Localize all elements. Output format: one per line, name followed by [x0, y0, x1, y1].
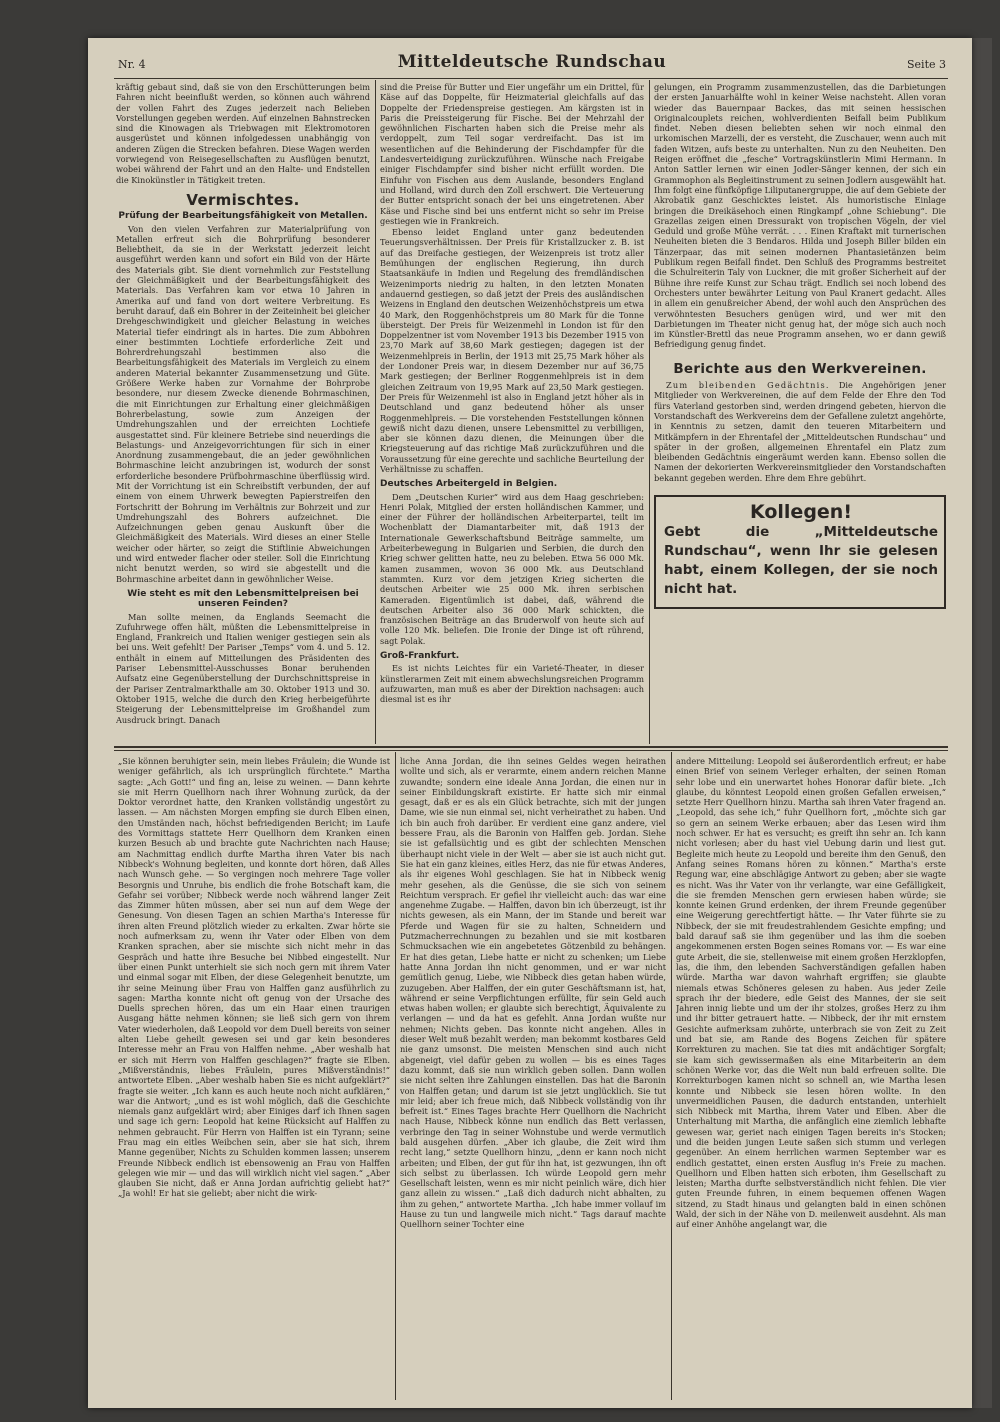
article-heading: Prüfung der Bearbeitungsfähigkeit von Metallen. [118, 211, 368, 222]
serial-text: liche Anna Jordan, die ihn seines Geldes wegen heirathen wollte und sich, als er verarmte, einem andern reichen Manne zuwandte; sondern eine ideale Anna Jordan, die einen nur in seiner Einbildungskraft existirte. Er hatte sich mir einmal gesagt, daß er es als ein Glück betrachte, sich mit der jungen Dame, wie sie nun einmal sei, nicht verheirathet zu haben. Und ich bin auch froh darüber. Er verdient eine ganz andere, viel bessere Frau, als die Baronin von Halffen geb. Jordan. Siehe sie ist gefallsüchtig und es gibt der schlechten Menschen überhaupt nicht viele in der Welt — aber sie ist auch nicht gut. Sie hat ein ganz kleines, eitles Herz, das nie für etwas Anderes, als ihr eigenes Wohl geschlagen. Sie hat in Nibbeck wenig mehr gesehen, als die Genüsse, die sie sich von seinem Reichtum versprach. Er gefiel ihr vielleicht auch: das war eine angenehme Zugabe. — Halffen, davon bin ich überzeugt, ist ihr nichts gewesen, als ein Mann, der im Stande und bereit war Pferde und Wagen für sie zu halten, Schneidern und Putzmacherrechnungen zu bezahlen und sie mit kostbaren Schmucksachen wie ein angebetetes Götzenbild zu behängen. Er hat dies getan, Liebe hatte er nicht zu schenken; um Liebe hatte Anna Jordan ihn nicht genommen, und er war nicht gemütlich genug, Liebe, wie Nibbeck dies getan haben würde, zuzugeben. Aber Halffen, der ein guter Geschäftsmann ist, hat, während er seine Verpflichtungen erfüllte, für sein Geld auch etwas haben wollen; er glaubte sich berechtigt, Äquivalente zu verlangen — und da hat es gefehlt. Anna Jordan wußte nur nehmen; Nichts geben. Das konnte nicht angehen. Alles in dieser Welt muß bezahlt werden; man bekommt kostbares Geld nie ganz umsonst. Die meisten Menschen sind auch nicht abgeneigt, viel dafür geben zu wollen — bis es eines Tages dazu kommt, daß sie nun wirklich geben sollen. Dann wollen sie nicht selten ihre Zahlungen einstellen. Das hat die Baronin von Halffen getan; und darum ist sie jetzt unglücklich. Sie tut mir leid; aber ich freue mich, daß Nibbeck vollständig von ihr befreit ist.“ Eines Tages brachte Herr Quellhorn die Nachricht nach Hause, Nibbeck könne nun endlich das Bett verlassen, verbringe den Tag in seiner Wohnstube und werde vermutlich bald ausgehen dürfen. „Aber ich glaube, die Zeit wird ihm recht lang,“ setzte Quellhorn hinzu, „denn er kann noch nicht arbeiten; und Elben, der gut für ihn hat, ist gezwungen, ihn oft sich selbst zu überlassen. Ich würde Leopold gern mehr Gesellschaft leisten, wenn es mir nicht peinlich wäre, dich hier ganz allein zu wissen.“ „Laß dich dadurch nicht abhalten, zu ihm zu gehen,“ antwortete Martha. „Ich habe immer vollauf im Hause zu tun und langweile mich nicht.“ Tags darauf machte Quellhorn seiner Tochter eine [400, 756, 666, 1230]
serial-text: „Sie können beruhigter sein, mein liebes Fräulein; die Wunde ist weniger gefährlich, als ich ursprünglich fürchtete.“ Martha sagte: „Ach Gott!“ und fing an, leise zu weinen. — Dann kehrte sie mit Herrn Quellhorn nach ihrer Wohnung zurück, da der Doktor verordnet hatte, den Kranken vollständig ungestört zu lassen. — Am nächsten Morgen empfing sie durch Elben einen, den Umständen nach, höchst befriedigenden Bericht; im Laufe des Vormittags stattete Herr Quellhorn dem Kranken einen kurzen Besuch ab und brachte gute Nachrichten nach Hause; am Nachmittag endlich durfte Martha ihren Vater bis nach Nibbeck's Wohnung begleiten, und konnte dort hören, daß Alles nach Wunsch gehe. — So vergingen noch mehrere Tage voller Besorgnis und Unruhe, bis endlich die frohe Botschaft kam, die Gefahr sei vorüber; Nibbeck werde noch während langer Zeit das Zimmer hüten müssen, aber sei nun auf dem Wege der Genesung. Von diesen Tagen an schien Martha's Interesse für ihren alten Freund plötzlich wieder zu erkalten. Zwar hörte sie noch aufmerksam zu, wenn ihr Vater oder Elben von dem Kranken sprachen, aber sie mischte sich nicht mehr in das Gespräch und hatte ihre Besuche bei Nibbed eingestellt. Nur über einen Punkt unterhielt sie sich noch gern mit ihrem Vater und einmal sogar mit Elben, der diese Gelegenheit benutzte, um ihr seine Meinung über Frau von Halffen ganz ausführlich zu sagen: Martha konnte nicht oft genug von der Ursache des Duells sprechen hören, das um ein Haar einen traurigen Ausgang hätte nehmen können; sie ließ sich gern von ihrem Vater wiederholen, daß Leopold vor dem Duell bereits von seiner alten Liebe geheilt gewesen sei und gar kein besonderes Interesse mehr an Frau von Halffen nehme. „Aber weshalb hat er sich mit Herrn von Halffen geschlagen?“ fragte sie Elben. „Mißverständnis, liebes Fräulein, pures Mißverständnis!“ antwortete Elben. „Aber weshalb haben Sie es nicht aufgeklärt?“ fragte sie weiter. „Ich kann es auch heute noch nicht aufklären,“ war die Antwort; „und es ist wohl möglich, daß die Geschichte niemals ganz aufgeklärt wird; aber Einiges darf ich Ihnen sagen und sage ich gern: Leopold hat keine Rücksicht auf Halffen zu nehmen gebraucht. Für Herrn von Halffen ist ein Tyrann; seine Frau mag ein eitles Weibchen sein, aber sie hat sich, ihrem Manne gegenüber, Nichts zu Schulden kommen lassen; unserem Freunde Nibbeck endlich ist ebensowenig an Frau von Halffen gelegen wie mir — und das will wirklich nicht viel sagen.“ „Aber glauben Sie nicht, daß er Anna Jordan aufrichtig geliebt hat?“ „Ja wohl! Er hat sie geliebt; aber nicht die wirk- [118, 756, 390, 1199]
article-heading: Deutsches Arbeitergeld in Belgien. [380, 479, 558, 490]
serial-text: andere Mitteilung: Leopold sei äußerordentlich erfreut; er habe einen Brief von seinem Verleger erhalten, der seinen Roman sehr lobe und ein unerwartet hohes Honorar dafür biete. „Ich glaube, du könntest Leopold einen großen Gefallen erweisen,“ setzte Herr Quellhorn hinzu. Martha sah ihren Vater fragend an. „Leopold, das sehe ich,“ fuhr Quellhorn fort, „möchte sich gar so gern an seinem Werke erbauen; aber das Lesen wird ihm noch schwer. Er hat es versucht; es greift ihn sehr an. Ich kann nicht vorlesen; aber du hast viel Uebung darin und liest gut. Begleite mich heute zu Leopold und bereite ihm den Genuß, den Anfang seines Romans hören zu können.“ Martha's erste Regung war, eine abschlägige Antwort zu geben; aber sie wagte es nicht. Was ihr Vater von ihr verlangte, war eine Gefälligkeit, die sie fremden Menschen gern erwiesen haben würde; sie konnte keinen Grund erdenken, der ihrem Freunde gegenüber eine Weigerung gerechtfertigt hätte. — Ihr Vater führte sie zu Nibbeck, der sie mit freudestrahlendem Gesichte empfing; und bald darauf saß sie ihm gegenüber und las ihm die soeben angekommenen ersten Bogen seines Romans vor. — Es war eine gute Arbeit, die sie, stellenweise mit einem großen Herzklopfen, las, die ihm, den lebenden Sachverständigen gefallen haben würde. Martha war davon wahrhaft ergriffen; sie glaubte niemals etwas Schöneres gelesen zu haben. Aus jeder Zeile sprach ihr der biedere, edle Geist des Mannes, der sie seit Jahren innig liebte und um der ihr stolzes, großes Herz zu ihm und ihr bitter getrauert hatte. — Nibbeck, der ihr mit ernstem Gesichte aufmerksam zuhörte, unterbrach sie von Zeit zu Zeit und bat sie, am Rande des Bogens Zeichen für spätere Korrekturen zu machen. Sie tat dies mit andächtiger Sorgfalt; sie kam sich gewissermaßen als eine Mitarbeiterin an dem schönen Werke vor, das die Welt nun bald erfreuen sollte. Die Korrekturbogen kamen nicht so schnell an, wie Martha lesen konnte und Nibbeck sie lesen hören wollte. In den unvermeidlichen Pausen, die dadurch entstanden, unterhielt sich Nibbeck mit Martha, ihrem Vater und Elben. Aber die Unterhaltung mit Martha, die anfänglich eine ziemlich lebhafte gewesen war, geriet nach einigen Tagen bereits in's Stocken; und die beiden jungen Leute saßen sich stumm und verlegen gegenüber. An einem herrlichen warmen September war es endlich gestattet, einen ersten Ausflug in's Freie zu machen. Quellhorn und Elben hatten sich erboten, ihm Gesellschaft zu leisten; Martha durfte selbstverständlich nicht fehlen. Die vier guten Freunde fuhren, in einem bequemen offenen Wagen sitzend, zu Stadt hinaus und gelangten bald in einen schönen Wald, der sich in der Nähe von D. meilenweit ausdehnt. Als man auf einer Anhöhe angelangt war, die [676, 756, 946, 1230]
column-divider [671, 752, 672, 1400]
page-edge [972, 38, 992, 1408]
column-divider [375, 80, 376, 744]
column-divider [395, 752, 396, 1400]
section-divider [114, 746, 948, 748]
article-body: Ebenso leidet England unter ganz bedeutenden Teuerungsverhältnissen. Der Preis für Kristallzucker z. B. ist auf das Dreifache gestiegen, der Weizenpreis ist trotz aller Bemühungen der englischen Regierung, ihn durch Staatsankäufe in Indien und Regelung des fremdländischen Weizenimports niedrig zu halten, in den letzten Monaten andauernd gestiegen, so daß jetzt der Preis des ausländischen Weizens in England den deutschen Weizenhöchstpreis um etwa 40 Mark, den Roggenhöchstpreis um 80 Mark für die Tonne übersteigt. Der Preis für Weizenmehl in London ist für den Doppelzentner ist vom November 1913 bis Dezember 1915 von 23,70 Mark auf 38,60 Mark gestiegen; dagegen ist der Weizenmehlpreis in Berlin, der 1913 mit 25,75 Mark höher als der Londoner Preis war, in diesem Dezember nur auf 36,75 Mark gestiegen; der Berliner Roggenmehlpreis ist in dem gleichen Zeitraum von 19,95 Mark auf 23,50 Mark gestiegen. Der Preis für Weizenmehl ist also in England jetzt höher als in Deutschland und ganz bedeutend höher als unser Roggenmehlpreis. — Die vorstehenden Feststellungen können gewiß nicht dazu dienen, unsere Lebensmittel zu verbilligen, aber sie können dazu dienen, die Meinungen über die Kriegsteuerung auf das richtige Maß zurückzuführen und die Voraussetzung für eine gerechte und sachliche Beurteilung der Verhältnisse zu schaffen. [380, 227, 644, 474]
article-body: sind die Preise für Butter und Eier ungefähr um ein Drittel, für Käse auf das Doppelte, für Heizmaterial gleichfalls auf das Doppelte der Friedenspreise gestiegen. Am kärgsten ist in Paris die Preissteigerung für Fische. Bei der Mehrzahl der gewöhnlichen Fischarten haben sich die Preise mehr als verdoppelt, zum Teil sogar verdreifacht. Das ist im wesentlichen auf die Behinderung der Fischdampfer für die Landesverteidigung zurückzuführen. Wünsche nach Freigabe einiger Fischdampfer sind bisher nicht erfüllt worden. Die Einfuhr von Fischen aus dem Auslande, besonders England und Holland, wird durch den Zoll erschwert. Die Verteuerung der Butter entspricht sonach der bei uns eingetretenen. Aber Käse und Fische sind bei uns entfernt nicht so sehr im Preise gestiegen wie in Frankreich. [380, 82, 644, 226]
article-heading: Wie steht es mit den Lebensmittelpreisen bei unseren Feinden? [127, 588, 359, 610]
section-divider [114, 750, 948, 751]
section-title-berichte: Berichte aus den Werkvereinen. [673, 360, 927, 377]
box-title: Kollegen! [749, 500, 853, 523]
newspaper-page [88, 38, 972, 1408]
top-column-3 [654, 82, 946, 742]
masthead-title: Mitteldeutsche Rundschau [397, 52, 667, 72]
article-body: Man sollte meinen, da Englands Seemacht die Zufuhrwege offen hält, müßten die Lebensmittelpreise in England, Frankreich und Italien weniger gestiegen sein als bei uns. Weit gefehlt! Der Pariser „Temps“ vom 4. und 5. 12. enthält in einem auf Mitteilungen des Präsidenten des Pariser Lebensmittel-Ausschusses Bonar beruhenden Aufsatz eine Gegenüberstellung der Durchschnittspreise in der Pariser Zentralmarkthalle am 30. Oktober 1913 und 30. Oktober 1915, welche die durch den Krieg herbeigeführte Steigerung der Lebensmittelpreise im Großhandel zum Ausdruck bringt. Danach [116, 611, 370, 725]
column-divider [649, 80, 650, 744]
top-column-2 [380, 82, 644, 742]
notice-body: Die Angehörigen jener Mitglieder von Werkvereinen, die auf dem Felde der Ehre den Tod fürs Vaterland gestorben sind, werden dringend gebeten, hiervon die Vorstandschaft des Werkvereins dem der Gefallene zuletzt angehörte, in Kenntnis zu setzen, damit den teueren Mitarbeitern und Mitkämpfern in der Ehrentafel der „Mitteldeutschen Rundschau“ und später in der großen, allgemeinen Ehrentafel ein Platz zum bleibenden Gedächtnis eingeräumt werden kann. Ebenso sollen die Namen der dekorierten Werkvereinsmitglieder den Vorstandschaften bekannt gegeben werden. Ehre dem Ehre gebührt. [654, 380, 946, 483]
box-text: Gebt die „Mitteldeutsche Rundschau“, wenn Ihr sie gelesen habt, einem Kollegen, der sie noch nicht hat. [664, 524, 938, 598]
article-body: Von den vielen Verfahren zur Materialprüfung von Metallen erfreut sich die Bohrprüfung besonderer Beliebtheit, da sie in der Werkstatt jederzeit leicht ausgeführt werden kann und sofort ein Bild von der Härte des Materials gibt. Sie dient vornehmlich zur Feststellung der Gleichmäßigkeit und der Bearbeitungsfähigkeit des Materials. Das Verfahren kam vor etwa 10 Jahren in Amerika auf und fand von dort weitere Verbreitung. Es beruht darauf, daß ein Bohrer in der Zeiteinheit bei gleicher Drehgeschwindigkeit und gleicher Belastung in weiches Material tiefer eindringt als in hartes. Die zum Abbohren einer bestimmten Lochtiefe erforderliche Zeit und Bohrerdrehungszahl bestimmen also die Bearbeitungsfähigkeit des Materials im Vergleich zu einem anderen Material bekannter Zusammensetzung und Güte. Größere Werke haben zur Vornahme der Bohrprobe besondere, nur diesem Zwecke dienende Bohrmaschinen, die mit Einrichtungen zur Erhaltung einer gleichmäßigen Bohrerbelastung, sowie zum Anzeigen der Umdrehungszahlen und der erreichten Lochtiefe ausgestattet sind. Für kleinere Betriebe sind neuerdings die Belastungs- und Anzeigevorrichtungen für sich in einer Anordnung zusammengebaut, die an jeder gewöhnlichen Bohrmaschine leicht anzubringen ist, wodurch der sonst erforderliche besondere Prüfbohrmaschine überflüssig wird. Mit der Vorrichtung ist ein Schreibstift verbunden, der auf einem von einem Uhrwerk bewegten Papierstreifen den Fortschritt der Bohrung im Verhältnis zur Bohrzeit und zur Umdrehungszahl des Bohrers aufzeichnet. Die Aufzeichnungen geben genau Auskunft über die Gleichmäßigkeit des Materials. Wird dieses an einer Stelle weicher oder härter, so zeigt die Stiftlinie Abweichungen und wird entweder flacher oder steiler. Soll die Einrichtung nicht benutzt werden, so wird sie abgestellt und die Bohrmaschine arbeitet dann in gewöhnlicher Weise. [116, 223, 370, 584]
page-number: Seite 3 [907, 58, 946, 71]
notice-lead: Zum bleibenden Gedächtnis. [666, 380, 830, 391]
serial-column-3 [676, 756, 946, 1400]
article-body: Dem „Deutschen Kurier“ wird aus dem Haag geschrieben: Henri Polak, Mitglied der ersten holländischen Kammer, und einer der Führer der holländischen Arbeiterpartei, teilt im Wochenblatt der Diamantarbeiter mit, daß 1913 der Internationale Gewerkschaftsbund Beiträge sammelte, um Arbeiterbewegung in Bulgarien und Serbien, die durch den Krieg schwer gelitten hatte, neu zu beleben. Etwa 56 000 Mk. kamen zusammen, wovon 36 000 Mk. aus Deutschland stammten. Kurz vor dem jetzigen Krieg sicherten die deutschen Arbeiter wie 25 000 Mk. ihren serbischen Kameraden. Eigentümlich ist dabei, daß, während die deutschen Arbeiter also 36 000 Mark schickten, die französischen Beiträge an das Bruderwolf von heute sich auf volle 120 Mk. beliefen. Die Ironie der Dinge ist oft rührend, sagt Polak. [380, 491, 644, 646]
subscription-box [654, 495, 946, 609]
top-column-1 [116, 82, 370, 742]
article-body: Es ist nichts Leichtes für ein Varieté-Theater, in dieser künstlerarmen Zeit mit einem abwechslungsreichen Programm aufzuwarten, man muß es aber der Direktion nachsagen: auch diesmal ist es ihr [380, 663, 644, 705]
header-rule [114, 78, 948, 79]
section-title-vermischtes: Vermischtes. [186, 190, 300, 209]
serial-column-1 [118, 756, 390, 1400]
serial-column-2 [400, 756, 666, 1400]
article-heading: Groß-Frankfurt. [380, 651, 460, 662]
page-header [118, 52, 946, 74]
article-continuation: kräftig gebaut sind, daß sie von den Erschütterungen beim Fahren nicht beeinflußt werden, so können auch während der vollen Fahrt des Zuges jederzeit nach Belieben Vorstellungen gegeben werden. Auf einzelnen Bahnstrecken sind die Kinowagen als Triebwagen mit Elektromotoren ausgerüstet und können infolgedessen unabhängig von anderen Zügen die Strecken befahren. Diese Wagen werden vorwiegend von Reisegesellschaften zu Ausflügen benutzt, wobei während der Fahrt und an den Halte- und Endstellen die Kinokünstler in Tätigkeit treten. [116, 82, 370, 185]
issue-number: Nr. 4 [118, 58, 146, 71]
article-body: gelungen, ein Programm zusammenzustellen, das die Darbietungen der ersten Januarhälfte wohl in keiner Weise nachsteht. Allen voran wieder das Bauernpaar Backes, das mit seinen hessischen Originalcouplets reichen, wohlverdienten Beifall beim Publikum findet. Neben diesen beliebten sehen wir noch einmal den urkomischen Marzelli, der es versteht, die Zuschauer, wenn auch mit faden Witzen, aufs beste zu unterhalten. Nun zu den Neuheiten. Den Reigen eröffnet die „fesche“ Vortragskünstlerin Mimi Hermann. In Anton Sattler lernen wir einen Jodler-Sänger kennen, der sich ein Grammophon als Begleitinstrument zu seinen Jodlern ausgewählt hat. Ihm folgt eine fünfköpfige Liliputanergruppe, die auf dem Gebiete der Akrobatik ganz Geschicktes leistet. Als humoristische Einlage bringen die Dreikäsehoch einen Ringkampf „ohne Schiebung“. Die Grazellas zeigen einen Dressurakt von tropischen Vögeln, der viel Geduld und große Mühe verrät. . . . Einen Kraftakt mit turnerischen Neuheiten bieten die 3 Bendaros. Hilda und Joseph Biller bilden ein Tänzerpaar, das mit seinen modernen Phantasietänzen beim Publikum regen Beifall findet. Den Schluß des Programms bestreitet die Schulreiterin Taly von Luckner, die mit großer Sicherheit auf der Bühne ihre reife Kunst zur Schau trägt. Endlich sei noch lobend des Orchesters unter bewährter Leitung von Paul Kranert gedacht. Alles in allem ein genußreicher Abend, der wohl auch den Ansprüchen des verwöhntesten Besuchers genügen wird, und wer mit den Darbietungen im Theater nicht genug hat, der möge sich auch noch im Künstler-Brettl das neue Programm ansehen, wo er dann gewiß Befriedigung genug findet. [654, 82, 946, 350]
